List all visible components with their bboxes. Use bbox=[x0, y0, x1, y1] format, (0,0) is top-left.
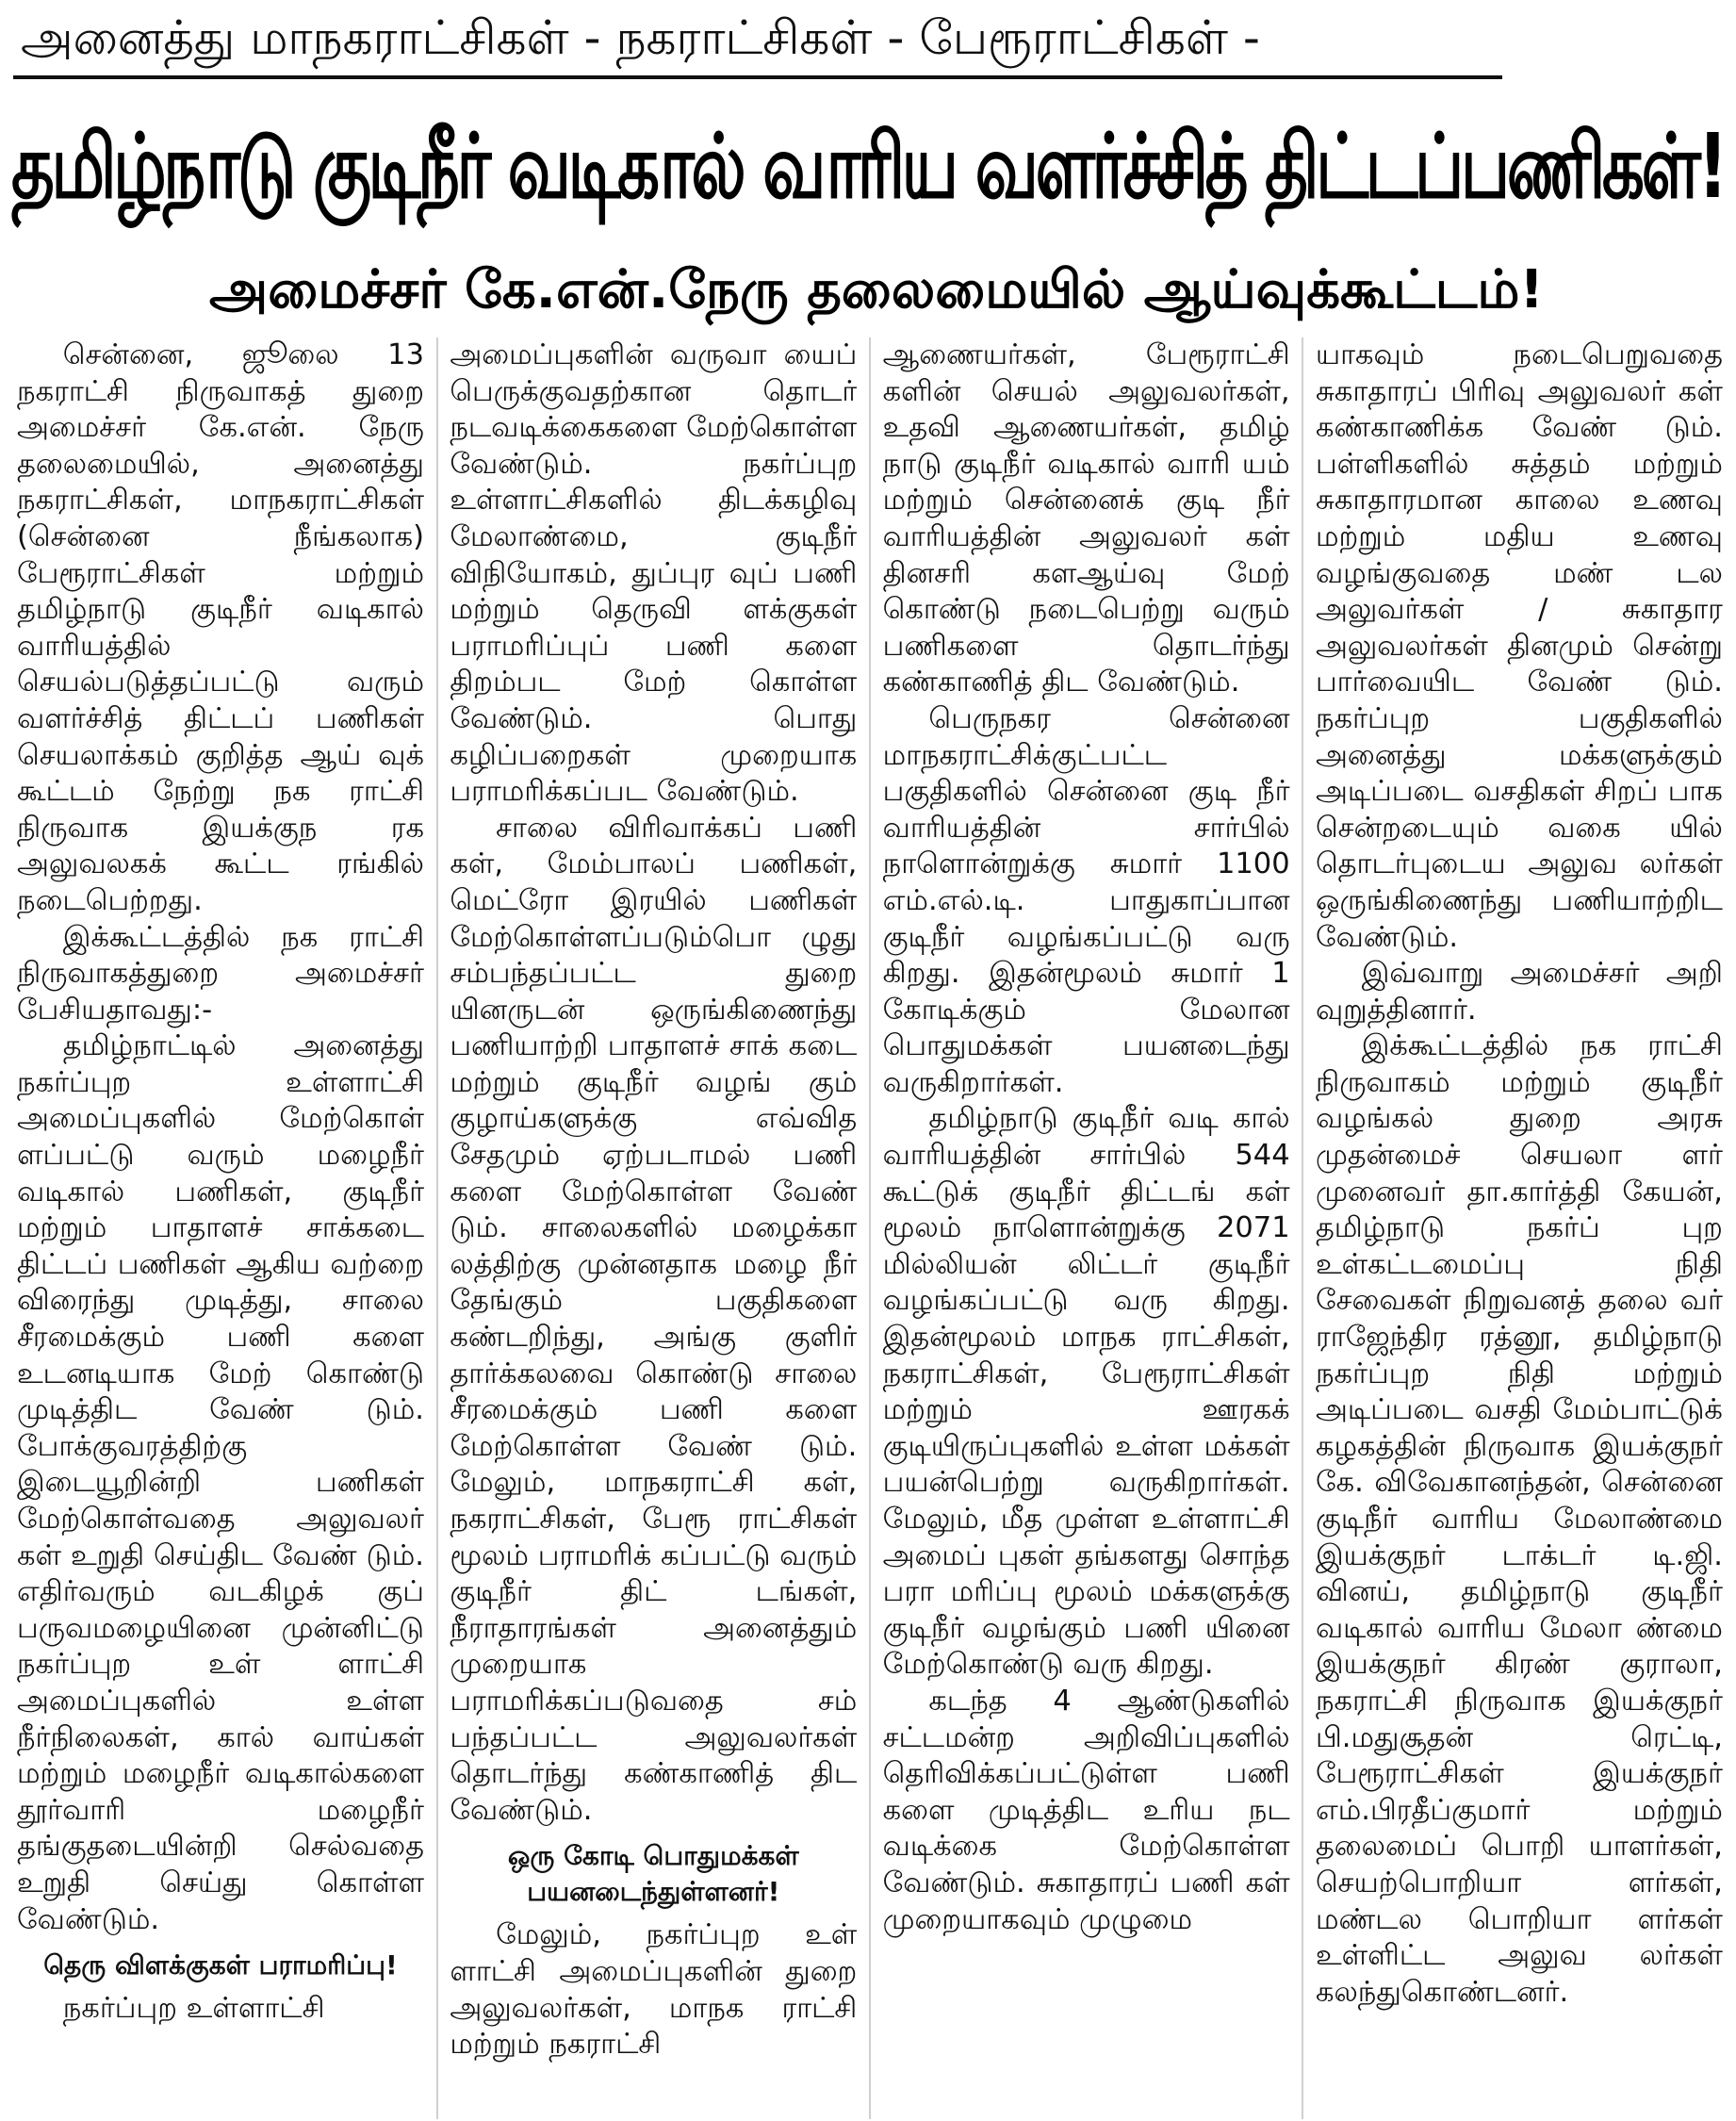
paragraph: அமைப்புகளின் வருவா யைப் பெருக்குவதற்கான தொடர் நடவடிக்கைகளை மேற்கொள்ள வேண்டும். நகர்ப்புற உள்ளாட்சிகளில் திடக்கழிவு மேலாண்மை, குடிநீர் விநியோகம், துப்புர வுப் பணி மற்றும் தெருவி ளக்குகள் பராமரிப்புப் பணி களை திறம்பட மேற் கொள்ள வேண்டும். பொது கழிப்பறைகள் முறையாக பராமரிக்கப்பட வேண்டும். bbox=[450, 338, 858, 809]
kicker-line: அனைத்து மாநகராட்சிகள் - நகராட்சிகள் - பேரூராட்சிகள் - bbox=[21, 10, 1260, 65]
article-column-3 bbox=[883, 337, 1290, 2119]
kicker-underline bbox=[13, 75, 1502, 79]
paragraph: சென்னை, ஜூலை 13 நகராட்சி நிருவாகத் துறை அமைச்சர் கே.என். நேரு தலைமையில், அனைத்து நகராட்சிகள், மாநகராட்சிகள் (சென்னை நீங்கலாக) பேரூராட்சிகள் மற்றும் தமிழ்நாடு குடிநீர் வடிகால் வாரியத்தில் செயல்படுத்தப்பட்டு வரும் வளர்ச்சித் திட்டப் பணிகள் செயலாக்கம் குறித்த ஆய் வுக் கூட்டம் நேற்று நக ராட்சி நிருவாக இயக்குந ரக அலுவலகக் கூட்ட ரங்கில் நடைபெற்றது. bbox=[17, 338, 424, 917]
paragraph: மேலும், நகர்ப்புற உள் ளாட்சி அமைப்புகளின் துறை அலுவலர்கள், மாநக ராட்சி மற்றும் நகராட்சி bbox=[450, 1918, 858, 2062]
headline: தமிழ்நாடு குடிநீர் வடிகால் வாரிய வளர்ச்சித் திட்டப்பணிகள்! bbox=[11, 114, 1725, 219]
section-subheading: ஒரு கோடி பொதுமக்கள் பயனடைந்துள்ளனர்! bbox=[507, 1840, 799, 1908]
column-divider bbox=[436, 337, 438, 2119]
paragraph: யாகவும் நடைபெறுவதை சுகாதாரப் பிரிவு அலுவலர் கள் கண்காணிக்க வேண் டும். பள்ளிகளில் சுத்தம் மற்றும் சுகாதாரமான காலை உணவு மற்றும் மதிய உணவு வழங்குவதை மண் டல அலுவர்கள் / சுகாதார அலுவலர்கள் தினமும் சென்று பார்வையிட வேண் டும். நகர்ப்புற பகுதிகளில் அனைத்து மக்களுக்கும் அடிப்படை வசதிகள் சிறப் பாக சென்றடையும் வகை யில் தொடர்புடைய அலுவ லர்கள் ஒருங்கிணைந்து பணியாற்றிட வேண்டும். bbox=[1315, 338, 1723, 954]
column-divider bbox=[1302, 337, 1303, 2119]
paragraph: இக்கூட்டத்தில் நக ராட்சி நிருவாகம் மற்றும் குடிநீர் வழங்கல் துறை அரசு முதன்மைச் செயலா ளர் முனைவர் தா.கார்த்தி கேயன், தமிழ்நாடு நகர்ப் புற உள்கட்டமைப்பு நிதி சேவைகள் நிறுவனத் தலை வர் ராஜேந்திர ரத்னூ, தமிழ்நாடு நகர்ப்புற நிதி மற்றும் அடிப்படை வசதி மேம்பாட்டுக் கழகத்தின் நிருவாக இயக்குநர் கே. விவேகானந்தன், சென்னை குடிநீர் வாரிய மேலாண்மை இயக்குநர் டாக்டர் டி.ஜி. வினய், தமிழ்நாடு குடிநீர் வடிகால் வாரிய மேலா ண்மை இயக்குநர் கிரண் குராலா, நகராட்சி நிருவாக இயக்குநர் பி.மதுசூதன் ரெட்டி, பேரூராட்சிகள் இயக்குநர் எம்.பிரதீப்குமார் மற்றும் தலைமைப் பொறி யாளர்கள், செயற்பொறியா ளர்கள், மண்டல பொறியா ளர்கள் உள்ளிட்ட அலுவ லர்கள் கலந்துகொண்டனர். bbox=[1315, 1029, 1723, 2009]
paragraph: கடந்த 4 ஆண்டுகளில் சட்டமன்ற அறிவிப்புகளில் தெரிவிக்கப்பட்டுள்ள பணி களை முடித்திட உரிய நட வடிக்கை மேற்கொள்ள வேண்டும். சுகாதாரப் பணி கள் முறையாகவும் முழுமை bbox=[882, 1684, 1290, 1936]
paragraph: ஆணையர்கள், பேரூராட்சி களின் செயல் அலுவலர்கள், உதவி ஆணையர்கள், தமிழ் நாடு குடிநீர் வடிகால் வாரி யம் மற்றும் சென்னைக் குடி நீர் வாரியத்தின் அலுவலர் கள் தினசரி களஆய்வு மேற் கொண்டு நடைபெற்று வரும் பணிகளை தொடர்ந்து கண்காணித் திட வேண்டும். bbox=[882, 338, 1290, 699]
paragraph: இவ்வாறு அமைச்சர் அறி வுறுத்தினார். bbox=[1315, 957, 1723, 1027]
section-subheading: தெரு விளக்குகள் பராமரிப்பு! bbox=[43, 1949, 398, 1981]
paragraph: இக்கூட்டத்தில் நக ராட்சி நிருவாகத்துறை அமைச்சர் பேசியதாவது:- bbox=[17, 920, 424, 1027]
paragraph: பெருநகர சென்னை மாநகராட்சிக்குட்பட்ட பகுதிகளில் சென்னை குடி நீர் வாரியத்தின் சார்பில் நாளொன்றுக்கு சுமார் 1100 எம்.எல்.டி. பாதுகாப்பான குடிநீர் வழங்கப்பட்டு வரு கிறது. இதன்மூலம் சுமார் 1 கோடிக்கும் மேலான பொதுமக்கள் பயனடைந்து வருகிறார்கள். bbox=[882, 701, 1290, 1099]
paragraph: தமிழ்நாடு குடிநீர் வடி கால் வாரியத்தின் சார்பில் 544 கூட்டுக் குடிநீர் திட்டங் கள் மூலம் நாளொன்றுக்கு 2071 மில்லியன் லிட்டர் குடிநீர் வழங்கப்பட்டு வரு கிறது. இதன்மூலம் மாநக ராட்சிகள், நகராட்சிகள், பேரூராட்சிகள் மற்றும் ஊரகக் குடியிருப்புகளில் உள்ள மக்கள் பயன்பெற்று வருகிறார்கள். மேலும், மீத முள்ள உள்ளாட்சி அமைப் புகள் தங்களது சொந்த பரா மரிப்பு மூலம் மக்களுக்கு குடிநீர் வழங்கும் பணி யினை மேற்கொண்டு வரு கிறது. bbox=[882, 1102, 1290, 1682]
column-divider bbox=[869, 337, 871, 2119]
article-column-4 bbox=[1316, 337, 1723, 2119]
article-column-2 bbox=[450, 337, 857, 2119]
subheadline: அமைச்சர் கே.என்.நேரு தலைமையில் ஆய்வுக்கூட்டம்! bbox=[209, 259, 1544, 321]
paragraph: நகர்ப்புற உள்ளாட்சி bbox=[62, 1992, 325, 2026]
paragraph: சாலை விரிவாக்கப் பணி கள், மேம்பாலப் பணிகள், மெட்ரோ இரயில் பணிகள் மேற்கொள்ளப்படும்பொ ழுது சம்பந்தப்பட்ட துறை யினருடன் ஒருங்கிணைந்து பணியாற்றி பாதாளச் சாக் கடை மற்றும் குடிநீர் வழங் கும் குழாய்களுக்கு எவ்வித சேதமும் ஏற்படாமல் பணி களை மேற்கொள்ள வேண் டும். சாலைகளில் மழைக்கா லத்திற்கு முன்னதாக மழை நீர் தேங்கும் பகுதிகளை கண்டறிந்து, அங்கு குளிர் தார்க்கலவை கொண்டு சாலை சீரமைக்கும் பணி களை மேற்கொள்ள வேண் டும். மேலும், மாநகராட்சி கள், நகராட்சிகள், பேரூ ராட்சிகள் மூலம் பராமரிக் கப்பட்டு வரும் குடிநீர் திட் டங்கள், நீராதாரங்கள் அனைத்தும் முறையாக பராமரிக்கப்படுவதை சம் பந்தப்பட்ட அலுவலர்கள் தொடர்ந்து கண்காணித் திட வேண்டும். bbox=[450, 811, 858, 1827]
article-column-1 bbox=[17, 337, 424, 2119]
paragraph: தமிழ்நாட்டில் அனைத்து நகர்ப்புற உள்ளாட்சி அமைப்புகளில் மேற்கொள் ளப்பட்டு வரும் மழைநீர் வடிகால் பணிகள், குடிநீர் மற்றும் பாதாளச் சாக்கடை திட்டப் பணிகள் ஆகிய வற்றை விரைந்து முடித்து, சாலை சீரமைக்கும் பணி களை உடனடியாக மேற் கொண்டு முடித்திட வேண் டும். போக்குவரத்திற்கு இடையூறின்றி பணிகள் மேற்கொள்வதை அலுவலர் கள் உறுதி செய்திட வேண் டும். எதிர்வரும் வடகிழக் குப் பருவமழையினை முன்னிட்டு நகர்ப்புற உள் ளாட்சி அமைப்புகளில் உள்ள நீர்நிலைகள், கால் வாய்கள் மற்றும் மழைநீர் வடிகால்களை தூர்வாரி மழைநீர் தங்குதடையின்றி செல்வதை உறுதி செய்து கொள்ள வேண்டும். bbox=[17, 1029, 424, 1936]
article-columns bbox=[17, 337, 1723, 2119]
